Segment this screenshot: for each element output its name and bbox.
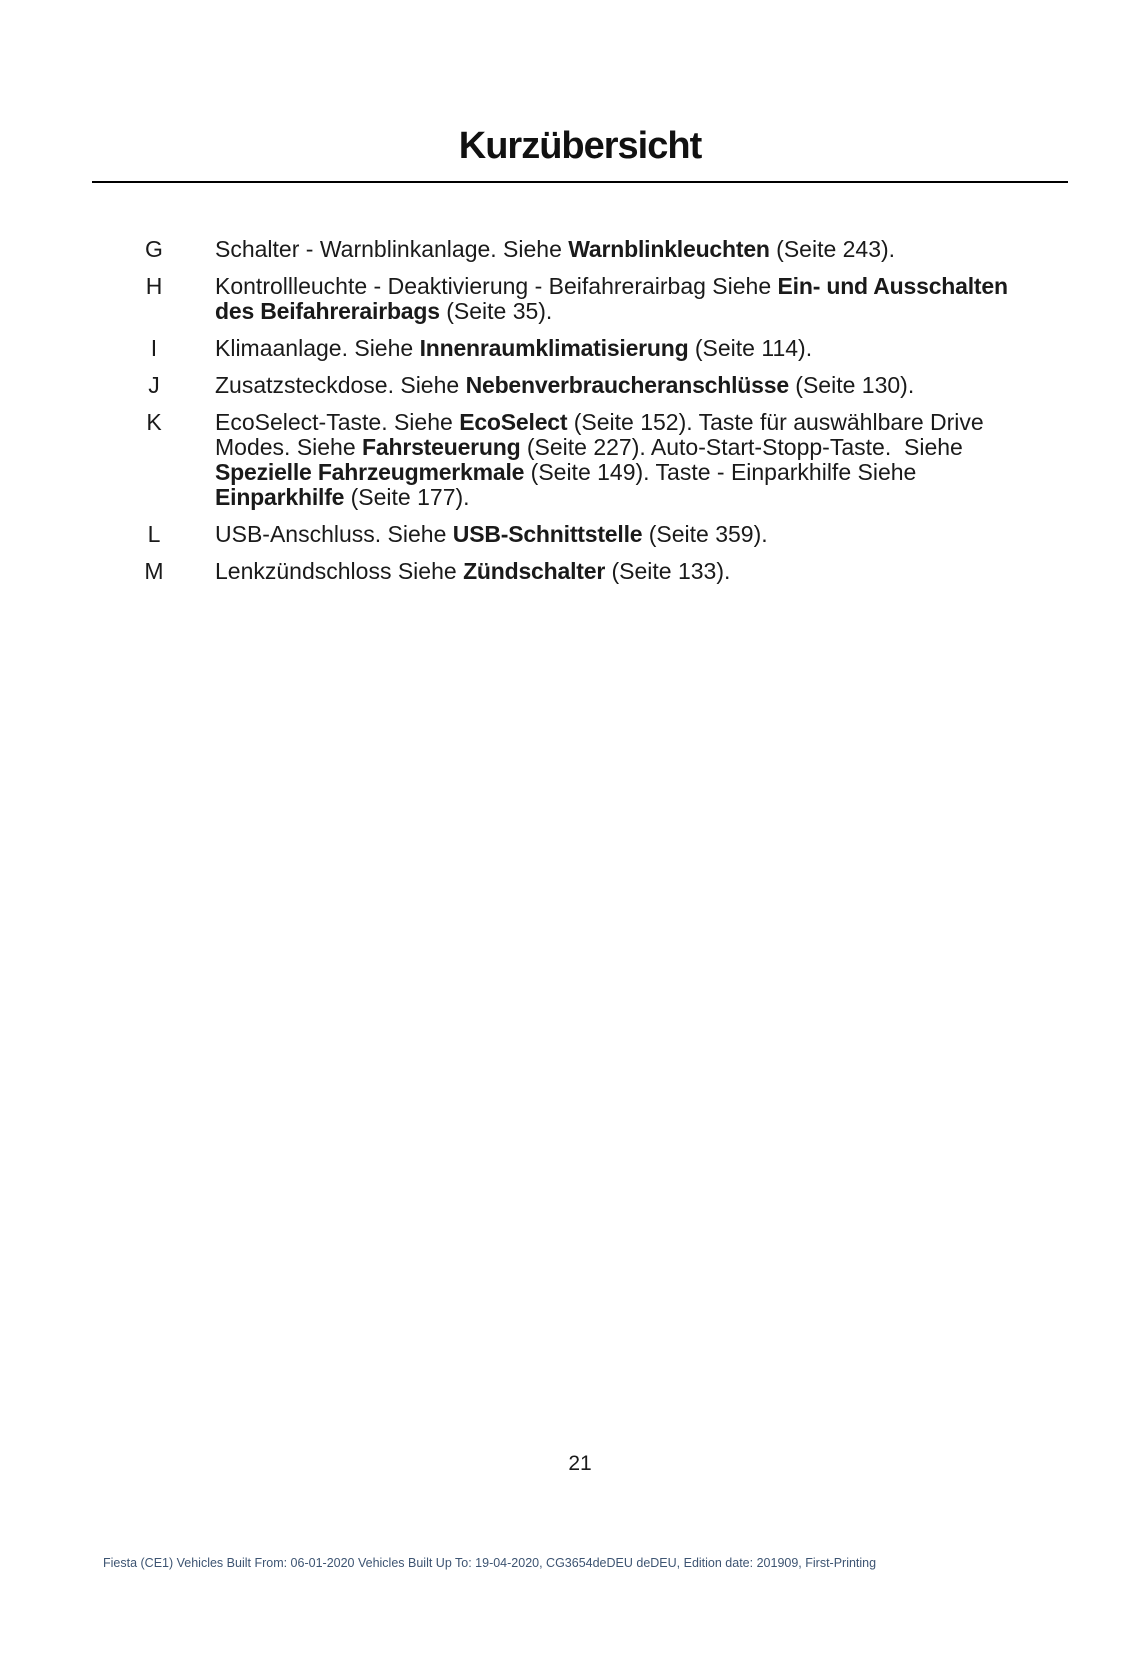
- item-letter: M: [144, 558, 164, 584]
- item-text: [215, 410, 1030, 510]
- list-item: [136, 237, 1030, 262]
- item-text: [215, 274, 1030, 324]
- text-segment: (Seite 114).: [688, 335, 813, 361]
- item-text: [215, 522, 1030, 547]
- item-text: [215, 559, 1030, 584]
- text-segment: (Seite 149). Taste - Einparkhilfe Siehe: [524, 459, 923, 485]
- text-segment: (Seite 227). Auto-Start-Stopp-Taste. Siehe: [520, 434, 970, 460]
- list-item: [136, 373, 1030, 398]
- item-letter: H: [145, 273, 163, 299]
- footer-text: Fiesta (CE1) Vehicles Built From: 06-01-2020 Vehicles Built Up To: 19-04-2020, CG3654deDEU deDEU, Edition date: 201909, First-Printing: [103, 1556, 877, 1570]
- reference-bold-text: EcoSelect: [459, 409, 568, 435]
- text-segment: (Seite 359).: [642, 521, 768, 547]
- reference-bold-text: Nebenverbraucheranschlüsse: [465, 372, 789, 398]
- reference-bold-text: Innenraumklimatisierung: [419, 335, 689, 361]
- text-segment: EcoSelect-Taste. Siehe: [215, 409, 460, 435]
- item-letter: I: [150, 335, 158, 361]
- reference-bold-text: Zündschalter: [463, 558, 606, 584]
- quick-overview-list: [136, 237, 1030, 596]
- text-segment: Lenkzündschloss Siehe: [215, 558, 464, 584]
- list-item: [136, 559, 1030, 584]
- item-letter: L: [147, 521, 161, 547]
- reference-bold-text: Fahrsteuerung: [362, 434, 521, 460]
- text-segment: (Seite 243).: [769, 236, 896, 262]
- title-divider: [92, 181, 1068, 183]
- text-segment: Klimaanlage. Siehe: [215, 335, 420, 361]
- text-segment: (Seite 133).: [605, 558, 731, 584]
- page-number: 21: [568, 1452, 592, 1475]
- reference-bold-text: Einparkhilfe: [215, 484, 345, 510]
- reference-bold-text: Ein- und Ausschalten des Beifahrerairbags: [215, 273, 1015, 324]
- text-segment: Schalter - Warnblinkanlage. Siehe: [215, 236, 569, 262]
- item-text: [215, 237, 1030, 262]
- item-letter: J: [148, 372, 160, 398]
- item-letter: G: [145, 236, 163, 262]
- text-segment: Kontrollleuchte - Deaktivierung - Beifahrerairbag Siehe: [215, 273, 778, 299]
- item-text: [215, 373, 1030, 398]
- list-item: [136, 522, 1030, 547]
- text-segment: (Seite 152). Taste für auswählbare Drive Modes. Siehe: [215, 409, 991, 460]
- reference-bold-text: Spezielle Fahrzeugmerkmale: [215, 459, 525, 485]
- text-segment: USB-Anschluss. Siehe: [215, 521, 453, 547]
- reference-bold-text: Warnblinkleuchten: [568, 236, 770, 262]
- text-segment: (Seite 130).: [788, 372, 915, 398]
- reference-bold-text: USB-Schnittstelle: [452, 521, 643, 547]
- item-text: [215, 336, 1030, 361]
- text-segment: (Seite 177).: [344, 484, 470, 510]
- list-item: [136, 336, 1030, 361]
- text-segment: (Seite 35).: [439, 298, 553, 324]
- item-letter: K: [146, 409, 162, 435]
- page-title: Kurzübersicht: [458, 125, 702, 167]
- list-item: [136, 274, 1030, 324]
- text-segment: Zusatzsteckdose. Siehe: [215, 372, 466, 398]
- list-item: [136, 410, 1030, 510]
